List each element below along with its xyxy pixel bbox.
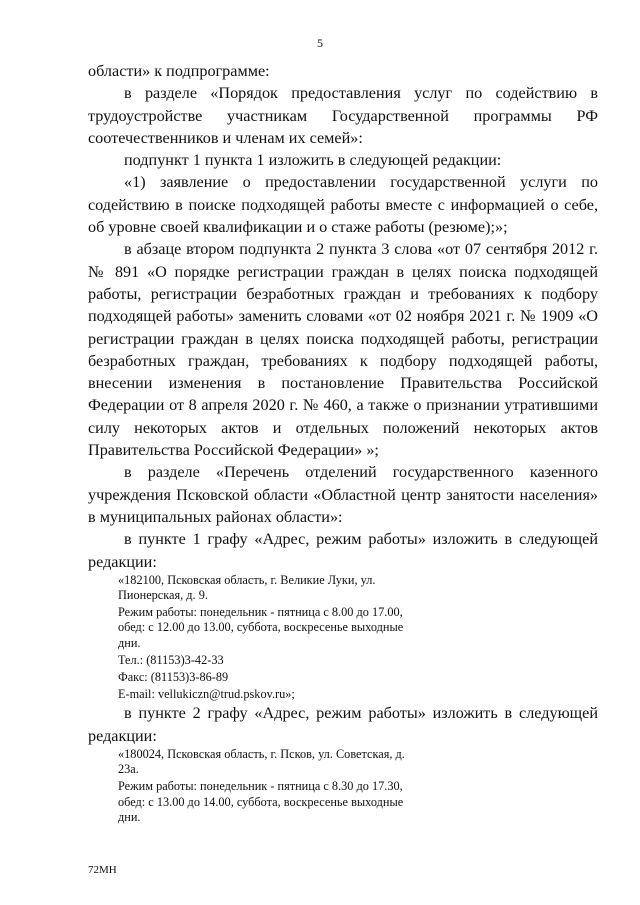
- address-line: «180024, Псковская область, г. Псков, ул. Советская, д. 23а.: [118, 747, 405, 777]
- paragraph-item-2: в пункте 2 графу «Адрес, режим работы» изложить в следующей редакции:: [88, 704, 598, 745]
- address-block-velikie-luki: [118, 573, 413, 703]
- paragraph-item-1: в пункте 1 графу «Адрес, режим работы» изложить в следующей редакции:: [88, 530, 598, 571]
- paragraph-section-services: в разделе «Порядок предоставления услуг по содействию в трудоустройстве участникам Государственной программы РФ соотечественников и членам их семей»:: [88, 84, 598, 147]
- address-line: «182100, Псковская область, г. Великие Луки, ул. Пионерская, д. 9.: [118, 572, 376, 603]
- paragraph-section-list: в разделе «Перечень отделений государственного казенного учреждения Псковской области «Областной центр занятости населения» в муниципальных районах области»:: [88, 463, 598, 526]
- fax-number: Факс: (81153)3-86-89: [118, 670, 229, 685]
- paragraph-application-quote: «1) заявление о предоставлении государственной услуги по содействию в поиске подходящей работы вместе с информацией о себе, об уровне своей квалификации и о стаже работы (резюме);»;: [88, 173, 598, 237]
- work-hours: Режим работы: понедельник - пятница с 8.30 до 17.30, обед: с 13.00 до 14.00, суббота, воскресенье выходные дни.: [118, 779, 404, 824]
- page-number: 5: [317, 36, 323, 50]
- work-hours: Режим работы: понедельник - пятница с 8.00 до 17.00, обед: с 12.00 до 13.00, суббота, воскресенье выходные дни.: [118, 605, 404, 650]
- address-block-pskov: [118, 747, 413, 825]
- paragraph-subitem-edit: подпункт 1 пункта 1 изложить в следующей редакции:: [124, 151, 502, 170]
- paragraph-continuation: области» к подпрограмме:: [88, 62, 270, 80]
- document-body: [88, 60, 598, 825]
- email-address: E-mail: vellukiczn@trud.pskov.ru»;: [118, 687, 295, 702]
- document-code: 72МН: [88, 864, 117, 876]
- paragraph-replace-words: в абзаце втором подпункта 2 пункта 3 слова «от 07 сентября 2012 г. № 891 «О порядке регистрации граждан в целях поиска подходящей работы, регистрации безработных граждан и требованиях к подбору подходящей работы» заменить словами «от 02 ноября 2021 г. № 1909 «О регистрации граждан в целях поиска подходящей работы, регистрации безработных граждан, требованиях к подбору подходящей работы, внесении изменения в постановление Правительства Российской Федерации от 8 апреля 2020 г. № 460, а также о признании утратившими силу некоторых актов и отдельных положений некоторых актов Правительства Российской Федерации» »;: [88, 240, 598, 460]
- phone-number: Тел.: (81153)3-42-33: [118, 652, 224, 667]
